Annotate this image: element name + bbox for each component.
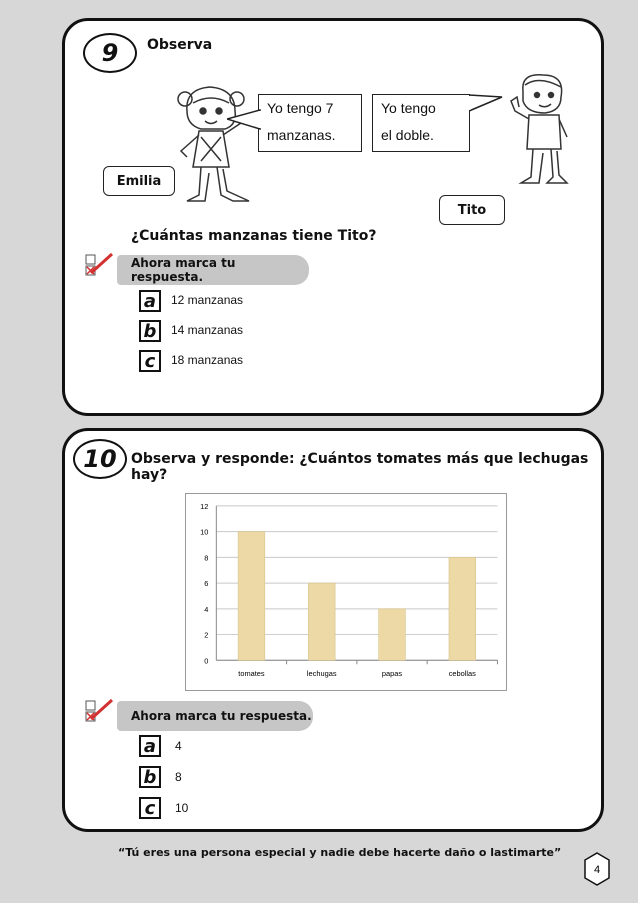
footer-quote: “Tú eres una persona especial y nadie debe hacerte daño o lastimarte” [118,846,562,859]
answer-prompt-bar: Ahora marca tu respuesta. [117,255,309,285]
speech-line: Yo tengo [381,100,436,116]
speech-pointer [227,109,261,131]
question-text: ¿Cuántas manzanas tiene Tito? [131,228,377,244]
girl-illustration [165,81,265,209]
question-number-badge: 10 [73,439,127,479]
checkbox-pencil-icon [85,699,115,723]
option-c-text: 18 manzanas [171,353,244,367]
answer-prompt-bar: Ahora marca tu respuesta. [117,701,313,731]
y-tick-label: 10 [200,527,209,537]
tito-speech-bubble [372,94,470,152]
emilia-speech-bubble [258,94,362,152]
option-c-box[interactable]: c [139,350,161,372]
page-number-badge [584,852,610,886]
bar-lechugas [308,583,335,660]
bar-papas [379,609,406,660]
x-tick-label: cebollas [448,669,476,679]
checkbox-pencil-icon [85,253,115,277]
y-tick-label: 8 [204,553,209,563]
speech-line: Yo tengo 7 [267,100,334,116]
boy-illustration [505,71,575,187]
option-b-box[interactable]: b [139,320,161,342]
x-tick-label: lechugas [306,669,337,679]
y-tick-label: 2 [204,630,209,640]
y-tick-label: 0 [204,656,209,666]
option-b-box[interactable]: b [139,766,161,788]
option-a-text: 4 [175,739,182,753]
emilia-name-label: Emilia [103,166,175,196]
option-a-box[interactable]: a [139,735,161,757]
speech-line: el doble. [381,127,434,143]
question-title: Observa [147,37,213,53]
option-a-box[interactable]: a [139,290,161,312]
y-tick-label: 4 [204,604,209,614]
question-title: Observa y responde: ¿Cuántos tomates más que lechugas hay? [131,451,589,483]
option-c-text: 10 [175,801,189,815]
page-number: 4 [593,864,601,876]
bar-cebollas [449,557,476,660]
x-tick-label: tomates [238,669,265,679]
bar-tomates [238,532,265,661]
question-10-card [62,428,604,832]
y-tick-label: 12 [200,501,209,511]
speech-line: manzanas. [267,127,336,143]
speech-pointer [469,91,503,113]
question-9-card [62,18,604,416]
tito-name-label: Tito [439,195,505,225]
x-tick-label: papas [381,669,403,679]
question-number-badge: 9 [83,33,137,73]
y-tick-label: 6 [204,579,209,589]
option-b-text: 8 [175,770,182,784]
option-b-text: 14 manzanas [171,323,244,337]
option-c-box[interactable]: c [139,797,161,819]
option-a-text: 12 manzanas [171,293,244,307]
bar-chart [185,493,507,691]
